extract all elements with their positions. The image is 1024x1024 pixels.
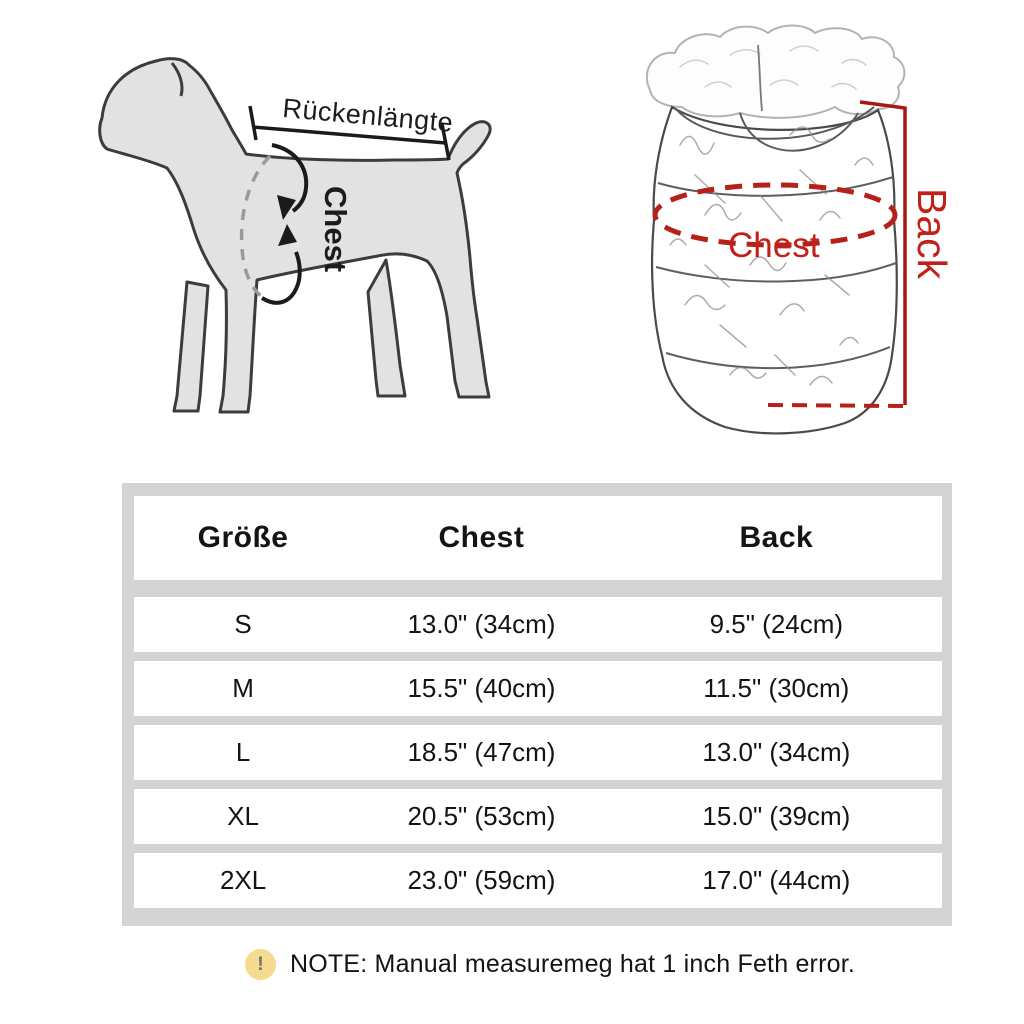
size-table bbox=[122, 483, 952, 926]
cell-chest: 15.5" (40cm) bbox=[407, 673, 556, 703]
table-row bbox=[134, 853, 942, 908]
dog-chest-label: Chest bbox=[318, 186, 353, 273]
cell-back: 15.0" (39cm) bbox=[702, 801, 851, 831]
note-text: NOTE: Manual measuremeg hat 1 inch Feth error. bbox=[290, 950, 855, 978]
dog-far-hind-leg bbox=[368, 260, 405, 396]
cell-back: 9.5" (24cm) bbox=[709, 609, 844, 639]
back-length-tick-left bbox=[250, 106, 256, 140]
jacket-chest-label: Chest bbox=[728, 226, 820, 265]
cell-size: S bbox=[234, 609, 252, 639]
cell-size: 2XL bbox=[219, 865, 267, 895]
cell-chest: 20.5" (53cm) bbox=[407, 801, 556, 831]
header-size: Größe bbox=[197, 521, 289, 554]
cell-size: XL bbox=[227, 801, 259, 831]
table-row bbox=[134, 789, 942, 844]
size-table-header-row bbox=[134, 496, 942, 580]
measurement-note bbox=[245, 949, 855, 980]
cell-size: L bbox=[235, 737, 251, 767]
cell-back: 11.5" (30cm) bbox=[703, 673, 850, 703]
back-length-label: Rückenlängte bbox=[281, 93, 455, 138]
table-row bbox=[134, 725, 942, 780]
table-row bbox=[134, 597, 942, 652]
header-back: Back bbox=[739, 521, 814, 554]
cell-back: 17.0" (44cm) bbox=[702, 865, 851, 895]
warning-icon: ! bbox=[245, 949, 276, 980]
cell-back: 13.0" (34cm) bbox=[702, 737, 851, 767]
cell-chest: 18.5" (47cm) bbox=[407, 737, 556, 767]
header-chest: Chest bbox=[438, 521, 525, 554]
cell-size: M bbox=[232, 673, 254, 703]
table-row bbox=[134, 661, 942, 716]
jacket-back-label: Back bbox=[909, 188, 955, 280]
cell-chest: 13.0" (34cm) bbox=[407, 609, 556, 639]
cell-chest: 23.0" (59cm) bbox=[407, 865, 556, 895]
dog-far-front-leg bbox=[174, 282, 208, 411]
